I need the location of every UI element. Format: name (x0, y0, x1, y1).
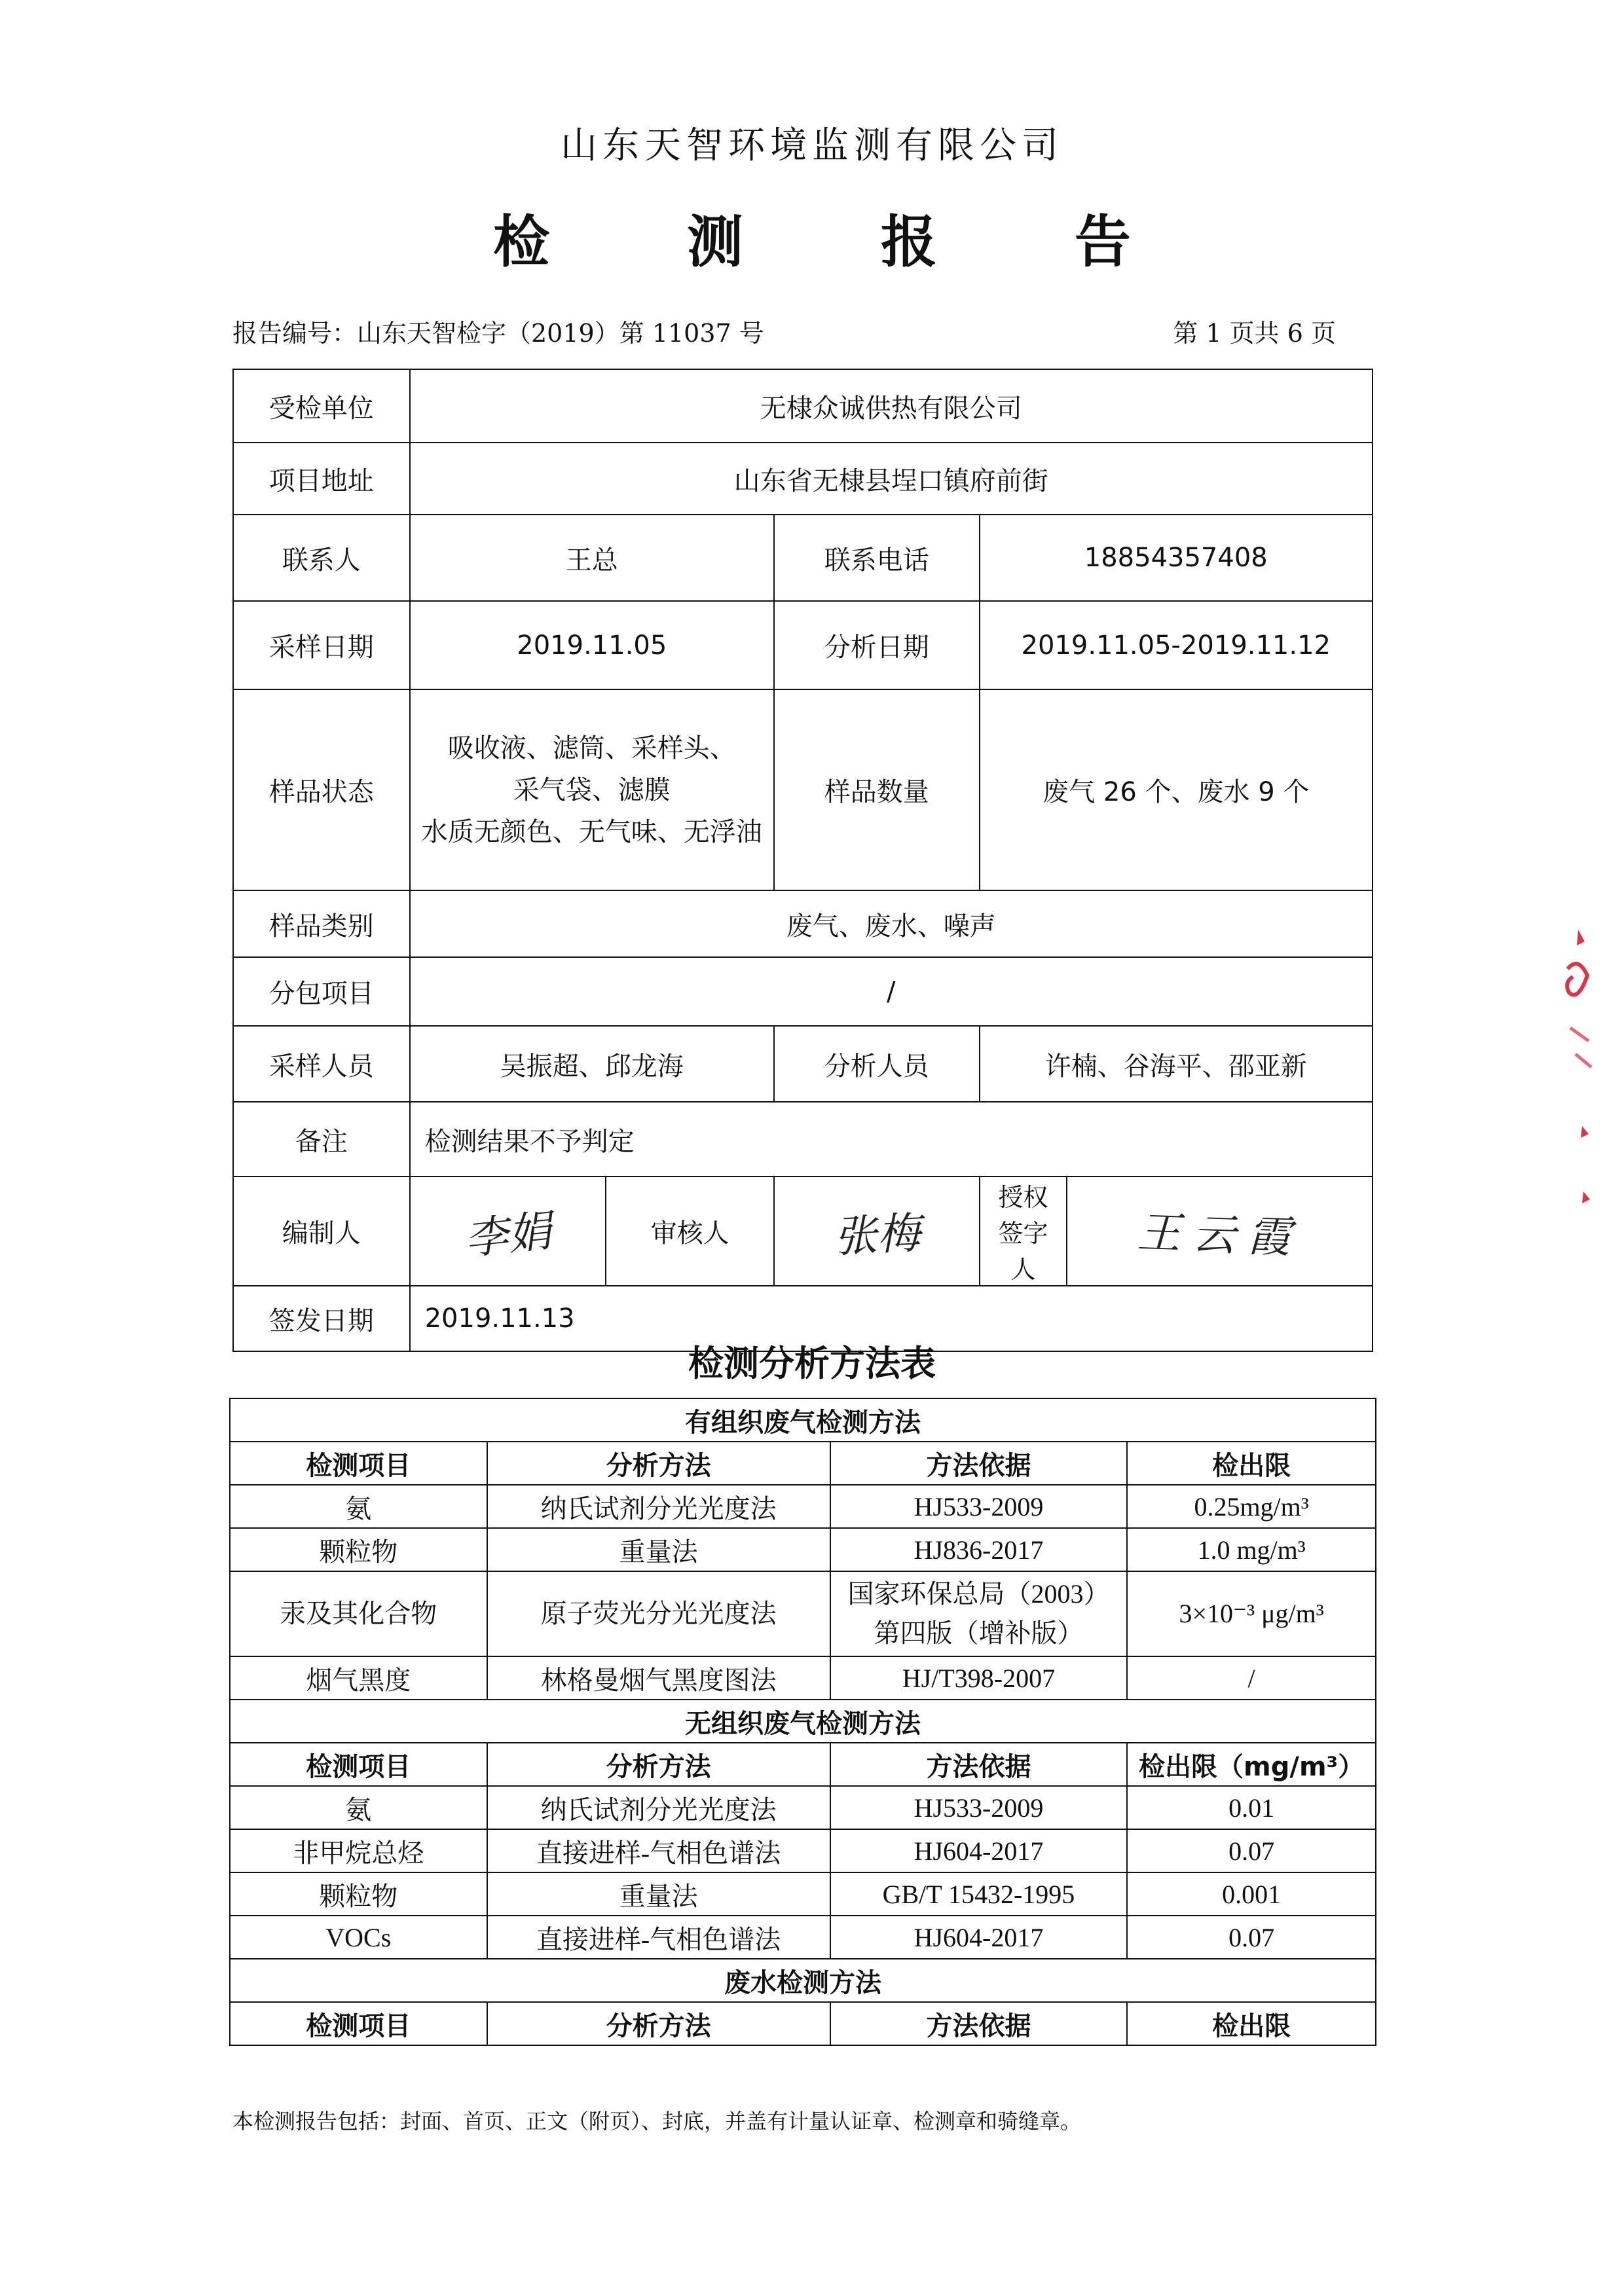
methods-title: 检测分析方法表 (688, 1343, 936, 1384)
cell: 汞及其化合物 (230, 1571, 487, 1656)
cell: / (1127, 1656, 1376, 1700)
row-category (233, 890, 1373, 957)
cell: HJ836-2017 (830, 1528, 1128, 1571)
wastewater-header-row (230, 2002, 1376, 2045)
cell: 纳氏试剂分光光度法 (487, 1786, 830, 1829)
editor-signature (410, 1176, 606, 1286)
col-header: 检出限 (1127, 1442, 1376, 1485)
unorganized-title: 无组织废气检测方法 (230, 1700, 1376, 1743)
phone-value: 18854357408 (980, 515, 1373, 601)
cell: 0.001 (1127, 1872, 1376, 1916)
cell: 氨 (230, 1786, 487, 1829)
section-wastewater (230, 1959, 1376, 2002)
row-client (233, 369, 1373, 443)
page-indicator: 第 1 页共 6 页 (1173, 319, 1336, 348)
table-row (230, 1872, 1376, 1916)
footer-note: 本检测报告包括：封面、首页、正文（附页）、封底，并盖有计量认证章、检测章和骑缝章。 (232, 2109, 1082, 2134)
issue-date-label: 签发日期 (233, 1286, 410, 1351)
cell: HJ/T398-2007 (830, 1656, 1128, 1700)
cell: 非甲烷总烃 (230, 1829, 487, 1872)
remark-value: 检测结果不予判定 (410, 1102, 1373, 1176)
row-dates (233, 601, 1373, 689)
col-header: 检出限（mg/m³） (1127, 1743, 1376, 1786)
cell: 0.25mg/m³ (1127, 1485, 1376, 1528)
subcontract-value: / (410, 957, 1373, 1026)
table-row (230, 1485, 1376, 1528)
reviewer-signature-image: 张梅 (832, 1207, 921, 1263)
state-label: 样品状态 (233, 689, 410, 890)
cell: 颗粒物 (230, 1528, 487, 1571)
table-row (230, 1656, 1376, 1700)
col-header: 检测项目 (230, 1743, 487, 1786)
cell: 氨 (230, 1485, 487, 1528)
signer-label: 授权签字人 (980, 1176, 1067, 1286)
cell: HJ604-2017 (830, 1829, 1128, 1872)
row-remark (233, 1102, 1373, 1176)
state-value (410, 689, 774, 890)
wastewater-title: 废水检测方法 (230, 1959, 1376, 2002)
col-header: 检出限 (1127, 2002, 1376, 2045)
category-label: 样品类别 (233, 890, 410, 957)
address-value: 山东省无棣县埕口镇府前街 (410, 443, 1373, 515)
cell: HJ533-2009 (830, 1485, 1128, 1528)
report-info-table (232, 369, 1373, 1352)
cell: 重量法 (487, 1528, 830, 1571)
table-row (230, 1571, 1376, 1656)
row-contact (233, 515, 1373, 601)
company-name: 山东天智环境监测有限公司 (561, 124, 1063, 167)
unorganized-header-row (230, 1743, 1376, 1786)
address-label: 项目地址 (233, 443, 410, 515)
col-header: 检测项目 (230, 1442, 487, 1485)
subcontract-label: 分包项目 (233, 957, 410, 1026)
report-number: 报告编号：山东天智检字（2019）第 11037 号 (232, 319, 764, 348)
cell: VOCs (230, 1916, 487, 1959)
cell: HJ604-2017 (830, 1916, 1128, 1959)
phone-label: 联系电话 (774, 515, 980, 601)
analysis-date-label: 分析日期 (774, 601, 980, 689)
cell: 直接进样-气相色谱法 (487, 1829, 830, 1872)
cell: 纳氏试剂分光光度法 (487, 1485, 830, 1528)
document-title: 检 测 报 告 (493, 209, 1190, 275)
cell: 直接进样-气相色谱法 (487, 1916, 830, 1959)
category-value: 废气、废水、噪声 (410, 890, 1373, 957)
cell: 原子荧光分光光度法 (487, 1571, 830, 1656)
signer-signature-image: 王云霞 (1136, 1207, 1303, 1264)
row-subcontract (233, 957, 1373, 1026)
cell: 3×10⁻³ μg/m³ (1127, 1571, 1376, 1656)
col-header: 分析方法 (487, 2002, 830, 2045)
col-header: 方法依据 (830, 1743, 1128, 1786)
col-header: 方法依据 (830, 1442, 1128, 1485)
analysis-date-value: 2019.11.05-2019.11.12 (980, 601, 1373, 689)
cell: 林格曼烟气黑度图法 (487, 1656, 830, 1700)
remark-label: 备注 (233, 1102, 410, 1176)
cell: 0.07 (1127, 1916, 1376, 1959)
sample-date-label: 采样日期 (233, 601, 410, 689)
issue-date-value: 2019.11.13 (410, 1286, 1373, 1351)
table-row (230, 1916, 1376, 1959)
sampler-label: 采样人员 (233, 1026, 410, 1102)
cell: 颗粒物 (230, 1872, 487, 1916)
cell: 0.07 (1127, 1829, 1376, 1872)
cell: 0.01 (1127, 1786, 1376, 1829)
qty-label: 样品数量 (774, 689, 980, 890)
section-unorganized (230, 1700, 1376, 1743)
seal-edge-mark (1559, 930, 1598, 1218)
client-label: 受检单位 (233, 369, 410, 443)
editor-signature-image: 李娟 (462, 1205, 554, 1265)
analyst-value: 许楠、谷海平、邵亚新 (980, 1026, 1373, 1102)
col-header: 检测项目 (230, 2002, 487, 2045)
cell: HJ533-2009 (830, 1786, 1128, 1829)
row-address (233, 443, 1373, 515)
row-sample-state (233, 689, 1373, 890)
reviewer-label: 审核人 (606, 1176, 774, 1286)
row-signatures (233, 1176, 1373, 1286)
reviewer-signature (774, 1176, 980, 1286)
client-value: 无棣众诚供热有限公司 (410, 369, 1373, 443)
organized-header-row (230, 1442, 1376, 1485)
signer-signature (1067, 1176, 1373, 1286)
cell: 国家环保总局（2003） 第四版（增补版） (830, 1571, 1128, 1656)
cell: 烟气黑度 (230, 1656, 487, 1700)
cell: 重量法 (487, 1872, 830, 1916)
row-personnel (233, 1026, 1373, 1102)
methods-table (229, 1398, 1376, 2046)
editor-label: 编制人 (233, 1176, 410, 1286)
sampler-value: 吴振超、邱龙海 (410, 1026, 774, 1102)
cell: GB/T 15432-1995 (830, 1872, 1128, 1916)
qty-value: 废气 26 个、废水 9 个 (980, 689, 1373, 890)
table-row (230, 1786, 1376, 1829)
state-line: 水质无颜色、无气味、无浮油 (421, 816, 762, 847)
table-row (230, 1829, 1376, 1872)
analyst-label: 分析人员 (774, 1026, 980, 1102)
state-line: 吸收液、滤筒、采样头、 (447, 733, 736, 763)
col-header: 分析方法 (487, 1743, 830, 1786)
organized-title: 有组织废气检测方法 (230, 1398, 1376, 1442)
sample-date-value: 2019.11.05 (410, 601, 774, 689)
col-header: 方法依据 (830, 2002, 1128, 2045)
section-organized (230, 1398, 1376, 1442)
table-row (230, 1528, 1376, 1571)
cell: 1.0 mg/m³ (1127, 1528, 1376, 1571)
contact-value: 王总 (410, 515, 774, 601)
state-line: 采气袋、滤膜 (513, 774, 671, 805)
col-header: 分析方法 (487, 1442, 830, 1485)
contact-label: 联系人 (233, 515, 410, 601)
